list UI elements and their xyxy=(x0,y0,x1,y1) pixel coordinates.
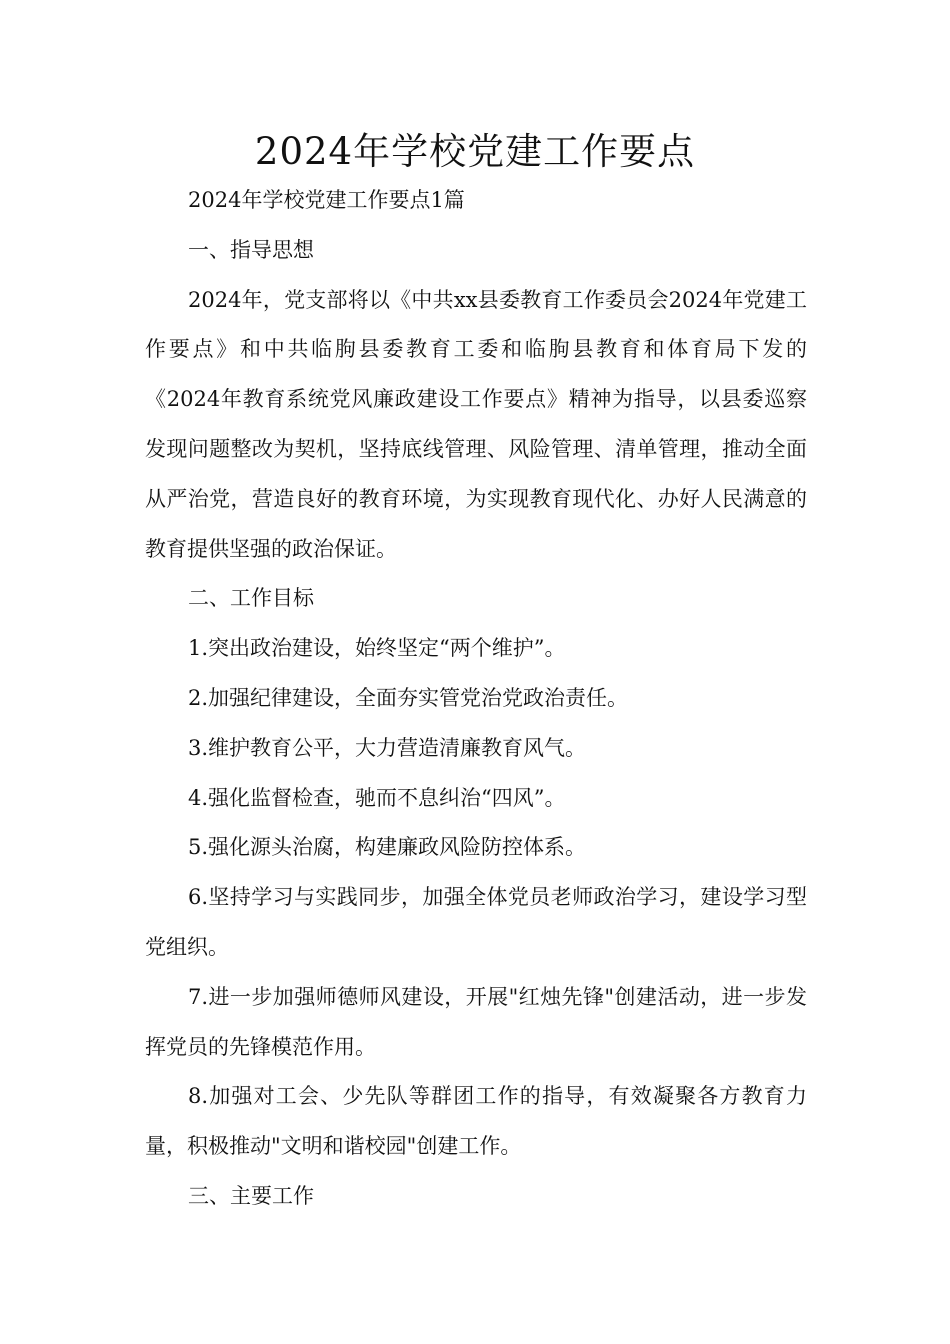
subtitle-paragraph: 2024年学校党建工作要点1篇 xyxy=(188,188,465,212)
goal-item-1: 1.突出政治建设，始终坚定“两个维护”。 xyxy=(188,636,566,661)
document-title: 2024年学校党建工作要点 xyxy=(254,130,696,173)
goal-item-8: 8.加强对工会、少先队等群团工作的指导，有效凝聚各方教育力量，积极推动"文明和谐校园"创建工作。 xyxy=(145,1084,807,1159)
goal-item-5: 5.强化源头治腐，构建廉政风险防控体系。 xyxy=(188,835,587,860)
section-heading-work-goals: 二、工作目标 xyxy=(188,586,314,611)
goal-item-6: 6.坚持学习与实践同步，加强全体党员老师政治学习，建设学习型党组织。 xyxy=(145,885,807,959)
goal-item-4: 4.强化监督检查，驰而不息纠治“四风”。 xyxy=(188,785,566,810)
section-heading-guiding-ideology: 一、指导思想 xyxy=(188,237,314,262)
goal-item-3: 3.维护教育公平，大力营造清廉教育风气。 xyxy=(188,735,587,760)
section-heading-main-work: 三、主要工作 xyxy=(188,1183,314,1208)
goal-item-7: 7.进一步加强师德师风建设，开展"红烛先锋"创建活动，进一步发挥党员的先锋模范作用。 xyxy=(145,984,807,1059)
guiding-ideology-paragraph: 2024年，党支部将以《中共xx县委教育工作委员会2024年党建工作要点》和中共临朐县委教育工委和临朐县教育和体育局下发的《2024年教育系统党风廉政建设工作要点》精神为指导，以县委巡察发现问题整改为契机，坚持底线管理、风险管理、清单管理，推动全面从严治党，营造良好的教育环境，为实现教育现代化、办好人民满意的教育提供坚强的政治保证。 xyxy=(145,287,807,561)
goal-item-2: 2.加强纪律建设，全面夯实管党治党政治责任。 xyxy=(188,685,629,710)
document-body xyxy=(145,176,807,1222)
